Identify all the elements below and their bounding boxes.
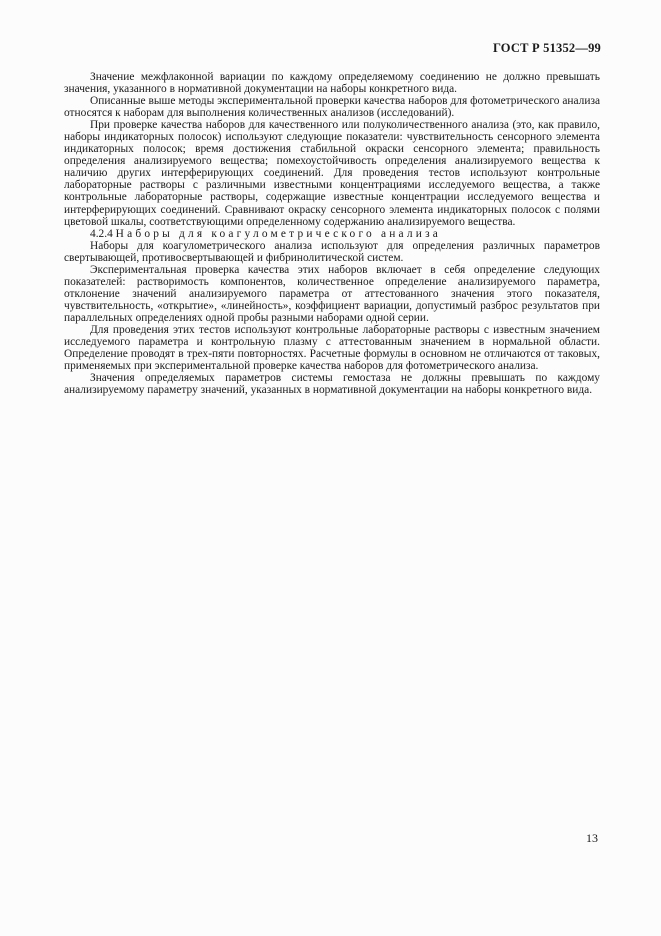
paragraph: При проверке качества наборов для качественного или полуколичественного анализа (это, как правило, наборы индикаторных полосок) используют следующие показатели: чувствительность сенсорного элемента индикаторных полосок; время достижения стабильной окраски сенсорного элемента; правильность определения анализируемого вещества; помехоустойчивость определения анализируемого вещества к наличию других интерферирующих соединений. Для проведения тестов используют контрольные лабораторные растворы с различными известными концентрациями исследуемого вещества, а также контрольные лабораторные растворы, содержащие известные концентрации исследуемого вещества и интерферирующих соединений. Сравнивают окраску сенсорного элемента индикаторных полосок с полями цветовой шкалы, соответствующими определенному содержанию анализируемого вещества.	[64, 119, 600, 228]
paragraph: Наборы для коагулометрического анализа используют для определения различных параметров свертывающей, противосвертывающей и фибринолитической систем.	[64, 239, 600, 264]
paragraph: Описанные выше методы экспериментальной проверки качества наборов для фотометрического анализа относятся к наборам для выполнения количественных анализов (исследований).	[64, 95, 600, 120]
paragraph: Значения определяемых параметров системы гемостаза не должны превышать по каждому анализируемому параметру значений, указанных в нормативной документации на наборы конкретного вида.	[64, 372, 600, 397]
paragraph: Значение межфлаконной вариации по каждому определяемому соединению не должно превышать значения, указанного в нормативной документации на наборы конкретного вида.	[64, 71, 600, 96]
page-number: 13	[586, 831, 598, 845]
standard-designation: ГОСТ Р 51352—99	[492, 41, 601, 55]
section-title: Наборы для коагулометрического анализа	[115, 227, 442, 240]
section-heading	[64, 228, 600, 240]
section-number: 4.2.4	[90, 227, 113, 240]
paragraph: Для проведения этих тестов используют контрольные лабораторные растворы с известным значением исследуемого параметра и контрольную плазму с аттестованным значением в нормальной области. Определение проводят в трех-пяти повторностях. Расчетные формулы в основном не отличаются от таковых, применяемых при экспериментальной проверке качества наборов для фотометрического анализа.	[64, 323, 600, 373]
document-body	[64, 71, 600, 396]
paragraph: Экспериментальная проверка качества этих наборов включает в себя определение следующих показателей: растворимость компонентов, количественное определение анализируемого параметра, отклонение значений анализируемого параметра от аттестованного значения этого показателя, чувствительность, «открытие», «линейность», коэффициент вариации, допустимый разброс результатов при параллельных определениях одной пробы разными наборами одной серии.	[64, 263, 600, 324]
